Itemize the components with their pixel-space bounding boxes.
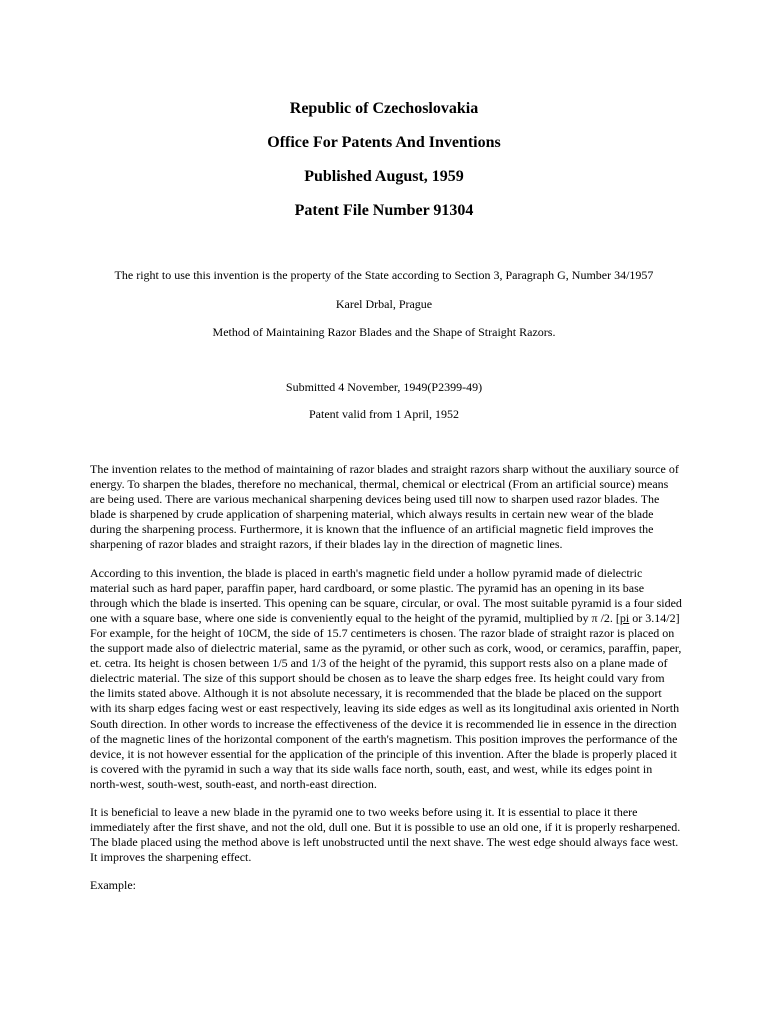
office-heading: Office For Patents And Inventions — [267, 134, 501, 151]
paragraph-example-label: Example: — [90, 878, 136, 893]
rights-statement: The right to use this invention is the property of the State according to Section 3, Paragraph G, Number 34/1957 — [114, 268, 654, 282]
patent-number-heading: Patent File Number 91304 — [294, 202, 474, 219]
publication-date-heading: Published August, 1959 — [304, 168, 464, 185]
submitted-date: Submitted 4 November, 1949(P2399-49) — [285, 380, 483, 394]
paragraph-usage: It is beneficial to leave a new blade in the pyramid one to two weeks before using it. It is essential to place it there immediately after the first shave, and not the old, dull one. But it is possible to use an old one, if it is properly resharpened. The blade placed using the method above is left unobstructed until the next shave. The west edge should always face west. It improves the sharpening effect. — [90, 804, 681, 865]
paragraph-method — [90, 566, 682, 792]
invention-title: Method of Maintaining Razor Blades and the Shape of Straight Razors. — [212, 325, 556, 339]
inventor-line: Karel Drbal, Prague — [335, 297, 433, 311]
pi-link[interactable]: pi — [619, 610, 630, 625]
country-heading: Republic of Czechoslovakia — [289, 100, 479, 117]
paragraph-intro: The invention relates to the method of maintaining of razor blades and straight razors sharp without the auxiliary source of energy. To sharpen the blades, therefore no mechanical, thermal, chemical or electrical (From an artificial source) means are being used. There are various mechanical sharpening devices being used till now to sharpen used razor blades. The blade is sharpened by crude application of sharpening material, which always results in certain new wear of the blade during the sharpening process. Furthermore, it is known that the influence of an artificial magnetic field improves the sharpening of razor blades and straight razors, if their blades lay in the direction of magnetic lines. — [90, 462, 679, 552]
patent-body — [90, 462, 682, 906]
paragraph-method-part2: or 3.14/2] For example, for the height of 10CM, the side of 15.7 centimeters is chosen. The razor blade of straight razor is placed on the support made also of dielectric material, same as the pyramid, or other such as cork, wood, or ceramics, paraffin, paper, et. cetra. Its height is chosen between 1/5 and 1/3 of the height of the pyramid, this support rests also on a plane made of dielectric material. The size of this support should be chosen as to leave the sharp edges free. Its height could vary from the limits stated above. Although it is not absolute necessary, it is recommended that the blade be placed on the support with its sharp edges facing west or east respectively, leaving its side edges as well as its longitudinal axis oriented in North South direction. In other words to increase the effectiveness of the device it is recommended lie in essence in the direction of the magnetic lines of the horizontal component of the earth's magnetism. This position improves the performance of the device, it is not however essential for the application of the principle of this invention. After the blade is properly placed it is covered with the pyramid in such a way that its side walls face north, south, east, and west, while its edges point in north-west, south-west, south-east, and north-east direction. — [90, 610, 682, 791]
valid-date: Patent valid from 1 April, 1952 — [309, 407, 459, 421]
paragraph-method-part1: According to this invention, the blade is placed in earth's magnetic field under a hollow pyramid made of dielectric material such as hard paper, paraffin paper, hard cardboard, or some plastic. The pyramid has an opening in its base through which the blade is inserted. This opening can be square, circular, or oval. The most suitable pyramid is a four sided one with a square base, where one side is conveniently equal to the height of the pyramid, multiplied by π /2. [ — [90, 565, 682, 625]
document-header — [0, 99, 768, 235]
